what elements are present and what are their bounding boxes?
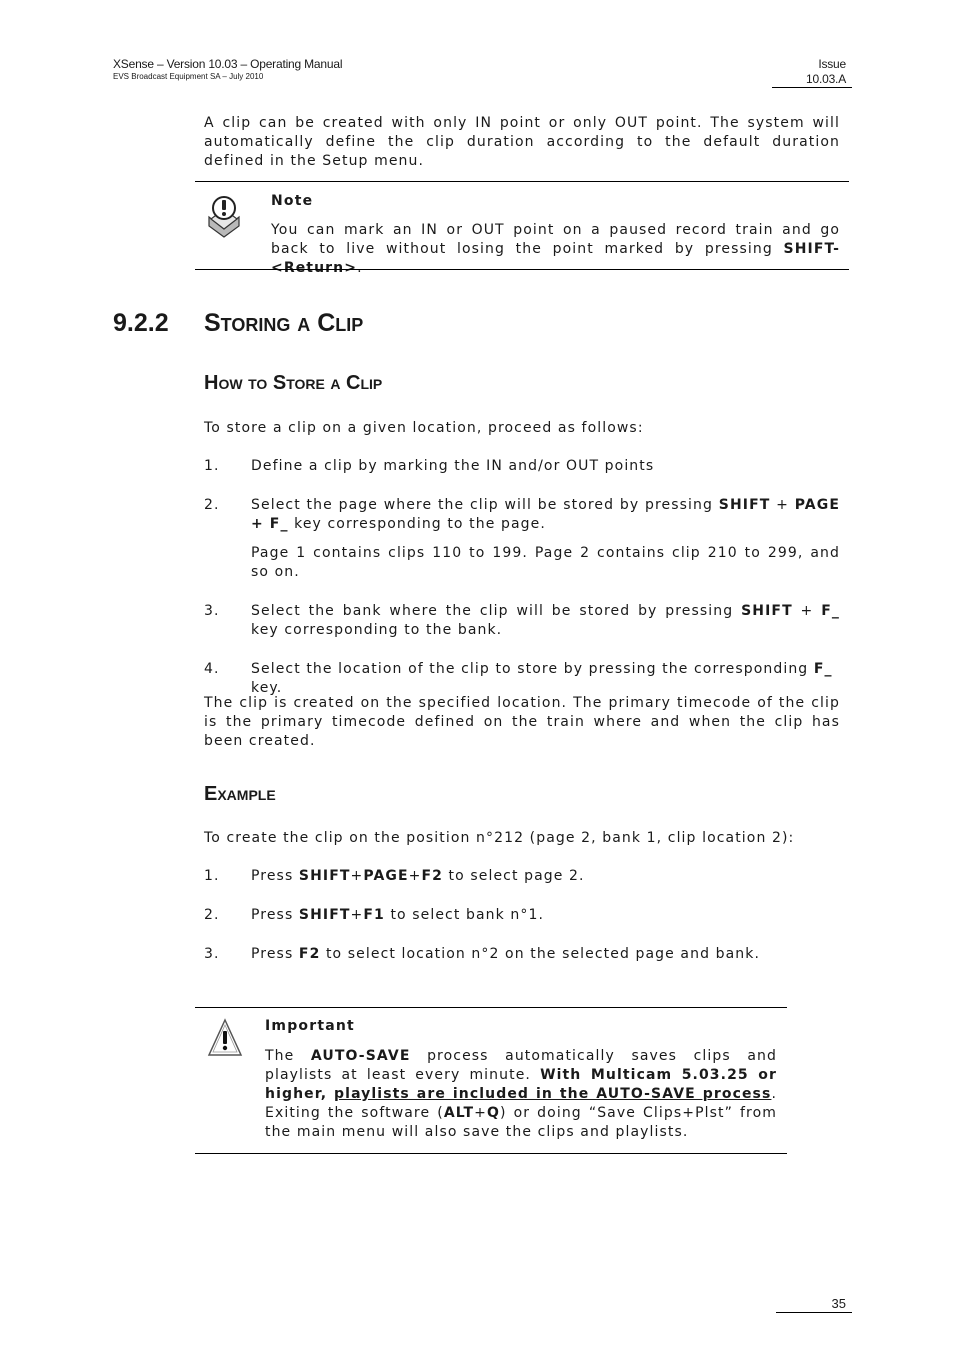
- example-step-2: [204, 906, 840, 925]
- step-key-1: SHIFT: [741, 603, 793, 619]
- how-to-step-4: [204, 660, 840, 698]
- step-text-c: key corresponding to the bank.: [251, 622, 503, 638]
- issue-label: Issue: [818, 57, 846, 71]
- step-text: [251, 867, 840, 886]
- important-text-4: ) or doing “Save Clips+Plst” from the main menu will also save the clips and playlists.: [265, 1105, 777, 1140]
- important-label: Important: [265, 1018, 355, 1034]
- step-text-c: to select bank n°1.: [384, 907, 545, 923]
- step-key-2: PAGE + F_: [251, 497, 840, 532]
- how-to-step-2: [204, 496, 840, 534]
- step-text-c: key corresponding to the page.: [288, 516, 546, 532]
- step-text-a: Select the bank where the clip will be stored by pressing: [251, 603, 742, 619]
- important-bold-underline: playlists are included in the AUTO-SAVE process: [334, 1086, 772, 1102]
- step-text: [251, 906, 840, 925]
- step-text-c: key.: [251, 680, 283, 696]
- document-title: XSense – Version 10.03 – Operating Manual: [113, 57, 343, 71]
- note-icon: [206, 193, 242, 239]
- example-lead: To create the clip on the position n°212 (page 2, bank 1, clip location 2):: [204, 830, 795, 846]
- step-text: Define a clip by marking the IN and/or OUT points: [251, 458, 655, 474]
- intro-paragraph: A clip can be created with only IN point or only OUT point. The system will automatically define the clip duration according to the default duration defined in the Setup menu.: [204, 115, 840, 169]
- step-text: [251, 602, 840, 640]
- note-top-rule: [195, 181, 849, 182]
- section-number: 9.2.2: [113, 309, 169, 337]
- important-text-2: process automatically saves clips and playlists at least every minute.: [265, 1048, 777, 1083]
- example-step-1: [204, 867, 840, 886]
- step-key-1: SHIFT: [718, 497, 771, 513]
- important-bold-version: With Multicam 5.03.25 or higher,: [265, 1067, 777, 1102]
- how-to-step-3: [204, 602, 840, 640]
- page-number-value: 35: [831, 1296, 846, 1311]
- example-heading: Example: [204, 783, 276, 805]
- important-bottom-rule: [195, 1153, 787, 1154]
- step-number: 4.: [204, 661, 220, 677]
- important-text: [265, 1047, 777, 1142]
- step-text-a: Press: [251, 946, 299, 962]
- how-to-heading: How to Store a Clip: [204, 372, 383, 394]
- how-to-lead: To store a clip on a given location, proceed as follows:: [204, 420, 644, 436]
- step-plus-2: +: [408, 868, 422, 884]
- issue-block: [772, 57, 852, 88]
- section-title: Storing a Clip: [204, 309, 364, 337]
- step-key-2: PAGE: [363, 868, 409, 884]
- step-number: 1.: [204, 868, 220, 884]
- step-text-a: Press: [251, 868, 299, 884]
- step-key-1: SHIFT: [298, 907, 351, 923]
- document-publisher: EVS Broadcast Equipment SA – July 2010: [113, 72, 264, 81]
- step-key-1: F2: [298, 946, 321, 962]
- step-text-c: to select location n°2 on the selected page and bank.: [320, 946, 761, 962]
- important-top-rule: [195, 1007, 787, 1008]
- step-number: 1.: [204, 458, 220, 474]
- step-key-1: F_: [813, 661, 833, 677]
- step-text-b: +: [770, 497, 795, 513]
- step-text: [251, 945, 840, 964]
- example-step-3: [204, 945, 840, 964]
- step-plus-1: +: [350, 907, 364, 923]
- step-number: 2.: [204, 907, 220, 923]
- step-text: [251, 660, 840, 698]
- important-text-1: The: [265, 1048, 311, 1064]
- how-to-result: The clip is created on the specified location. The primary timecode of the clip is the primary timecode defined on the train where and when the clip has been created.: [204, 695, 840, 749]
- note-text-body: You can mark an IN or OUT point on a paused record train and go back to live without losing the point marked by pressing: [271, 222, 840, 257]
- page-header: [113, 57, 342, 81]
- note-bottom-rule: [195, 269, 849, 270]
- step-plus-1: +: [350, 868, 364, 884]
- step-text-a: Select the location of the clip to store by pressing the corresponding: [251, 661, 814, 677]
- step-text-c: to select page 2.: [443, 868, 585, 884]
- important-text-3: . Exiting the software (: [265, 1086, 777, 1121]
- step-number: 3.: [204, 946, 220, 962]
- step-text-a: Press: [251, 907, 299, 923]
- step-text-a: Select the page where the clip will be stored by pressing: [251, 497, 719, 513]
- note-label: Note: [271, 193, 314, 209]
- how-to-step-1: [204, 457, 840, 476]
- important-key-q: Q: [486, 1105, 500, 1121]
- step-key-1: SHIFT: [298, 868, 351, 884]
- step-number: 3.: [204, 603, 220, 619]
- step-key-3: F2: [421, 868, 443, 884]
- step-key-2: F_: [821, 603, 840, 619]
- issue-number: 10.03.A: [772, 72, 852, 88]
- important-plus: +: [474, 1105, 487, 1121]
- important-key-autosave: AUTO-SAVE: [310, 1048, 411, 1064]
- step-text: [251, 496, 840, 534]
- step-text-b: +: [792, 603, 822, 619]
- how-to-step-2-detail: Page 1 contains clips 110 to 199. Page 2 contains clip 210 to 299, and so on.: [251, 545, 840, 580]
- important-key-alt: ALT: [443, 1105, 475, 1121]
- note-key: SHIFT-<Return>: [271, 241, 840, 276]
- page-number: [776, 1296, 852, 1313]
- step-number: 2.: [204, 497, 220, 513]
- step-key-2: F1: [363, 907, 385, 923]
- warning-icon: [206, 1016, 244, 1058]
- note-text-end: .: [357, 260, 363, 276]
